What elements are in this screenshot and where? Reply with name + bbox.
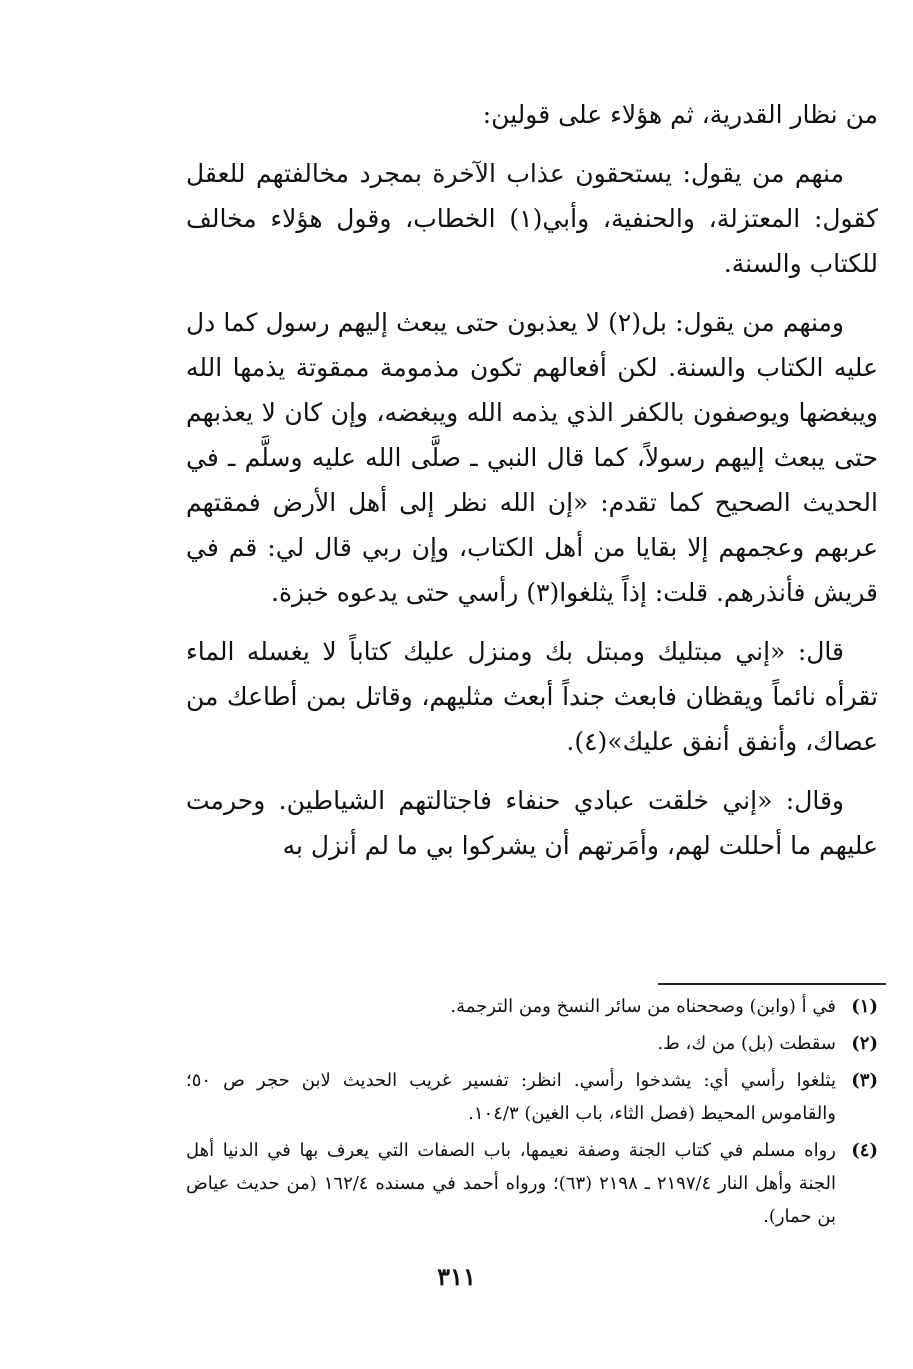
footnote-number: (١) — [851, 996, 878, 1017]
page-number: ٣١١ — [437, 1262, 476, 1291]
footnote-number: (٢) — [851, 1033, 878, 1054]
paragraph-intro: من نظار القدرية، ثم هؤلاء على قولين: — [482, 100, 878, 129]
footnote-item — [186, 1134, 878, 1233]
footnote-item — [186, 1064, 878, 1130]
footnote-text: رواه مسلم في كتاب الجنة وصفة نعيمها، باب الصفات التي يعرف بها في الدنيا أهل الجنة وأهل النار ٢١٩٧/٤ ـ ٢١٩٨ (٦٣)؛ ورواه أحمد في مسنده ١٦٢/٤ (من حديث عياض بن حمار). — [186, 1140, 836, 1227]
footnote-number: (٣) — [851, 1070, 878, 1091]
footnote-text: يثلغوا رأسي أي: يشدخوا رأسي. انظر: تفسير غريب الحديث لابن حجر ص ٥٠؛ والقاموس المحيط (فصل الثاء، باب الغين) ١٠٤/٣. — [186, 1070, 836, 1124]
footnote-item — [186, 1027, 878, 1060]
footnotes-block — [186, 990, 878, 1237]
footnote-divider — [658, 983, 886, 985]
footnote-text: سقطت (بل) من ك، ط. — [657, 1033, 836, 1054]
paragraph-hadith-continued: وقال: «إني خلقت عبادي حنفاء فاجتالتهم الشياطين. وحرمت عليهم ما أحللت لهم، وأمَرتهم أن يشركوا بي ما لم أنزل به — [186, 786, 878, 860]
paragraph-second-opinion: ومنهم من يقول: بل(٢) لا يعذبون حتى يبعث إليهم رسول كما دل عليه الكتاب والسنة. لكن أفعالهم تكون مذمومة ممقوتة يذمها الله ويبغضها ويوصفون بالكفر الذي يذمه الله ويبغضه، وإن كان لا يعذبهم حتى يبعث إليهم رسولاً، كما قال النبي ـ صلَّى الله عليه وسلَّم ـ في الحديث الصحيح كما تقدم: «إن الله نظر إلى أهل الأرض فمقتهم عربهم وعجمهم إلا بقايا من أهل الكتاب، وإن ربي قال لي: قم في قريش فأنذرهم. قلت: إذاً يثلغوا(٣) رأسي حتى يدعوه خبزة. — [186, 308, 878, 607]
paragraph-hadith-quote: قال: «إني مبتليك ومبتل بك ومنزل عليك كتاباً لا يغسله الماء تقرأه نائماً ويقظان فابعث جنداً أبعث مثليهم، وقاتل بمن أطاعك من عصاك، وأنفق أنفق عليك»(٤). — [186, 637, 878, 756]
main-text-block — [186, 92, 878, 882]
footnote-number: (٤) — [851, 1140, 878, 1161]
footnote-item — [186, 990, 878, 1023]
footnote-text: في أ (وابن) وصححناه من سائر النسخ ومن الترجمة. — [450, 996, 836, 1017]
paragraph-first-opinion: منهم من يقول: يستحقون عذاب الآخرة بمجرد مخالفتهم للعقل كقول: المعتزلة، والحنفية، وأبي(١) الخطاب، وقول هؤلاء مخالف للكتاب والسنة. — [186, 159, 878, 278]
